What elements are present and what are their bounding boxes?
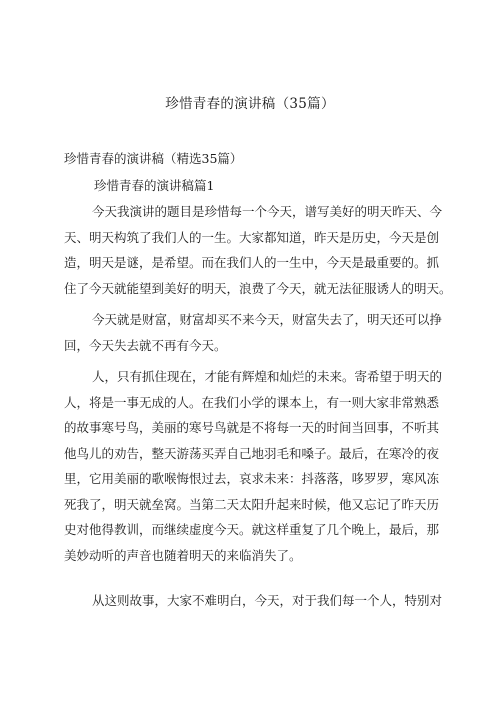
text-line: 人，将是一事无成的人。在我们小学的课本上，有一则大家非常熟悉	[64, 394, 440, 410]
text-line: 人，只有抓住现在，才能有辉煌和灿烂的未来。寄希望于明天的	[92, 369, 443, 384]
document-subtitle: 珍惜青春的演讲稿（精选35篇）	[64, 151, 243, 166]
text-line: 天、明天构筑了我们人的一生。大家都知道，昨天是历史，今天是创	[64, 229, 440, 245]
text-line: 美妙动听的声音也随着明天的来临消失了。	[64, 547, 302, 563]
text-line: 今天我演讲的题目是珍惜每一个今天，谱写美好的明天昨天、今	[92, 204, 443, 219]
text-line: 他鸟儿的劝告，整天游荡买弄自己地羽毛和嗓子。最后，在寒冷的夜	[64, 445, 440, 461]
paragraph-1	[64, 199, 452, 301]
text-line: 死我了，明天就垒窝。当第二天太阳升起来时候，他又忘记了昨天历	[64, 496, 440, 512]
text-line: 造，明天是谜，是希望。而在我们人的一生中，今天是最重要的。抓	[64, 255, 440, 270]
document-body	[64, 199, 452, 614]
text-line: 的故事寒号鸟，美丽的寒号鸟就是不将每一天的时间当回事，不听其	[64, 420, 440, 435]
text-line: 史对他得教训，而继续虚度今天。就这样重复了几个晚上，最后，那	[64, 522, 440, 537]
text-line: 回，今天失去就不再有今天。	[64, 337, 227, 353]
text-line: 今天就是财富，财富却买不来今天，财富失去了，明天还可以挣	[92, 312, 443, 327]
paragraph-4	[64, 588, 443, 614]
text-line: 住了今天就能望到美好的明天，浪费了今天，就无法征服诱人的明天。	[64, 280, 452, 296]
text-line: 里，它用美丽的歌喉悔恨过去，哀求未来：抖落落，哆罗罗，寒风冻	[64, 471, 440, 486]
document-title: 珍惜青春的演讲稿（35篇）	[165, 96, 335, 112]
section-heading: 珍惜青春的演讲稿篇1	[94, 178, 215, 193]
paragraph-3	[64, 364, 443, 568]
text-line: 从这则故事，大家不难明白，今天，对于我们每一个人，特别对	[92, 593, 443, 608]
paragraph-2	[64, 307, 443, 358]
